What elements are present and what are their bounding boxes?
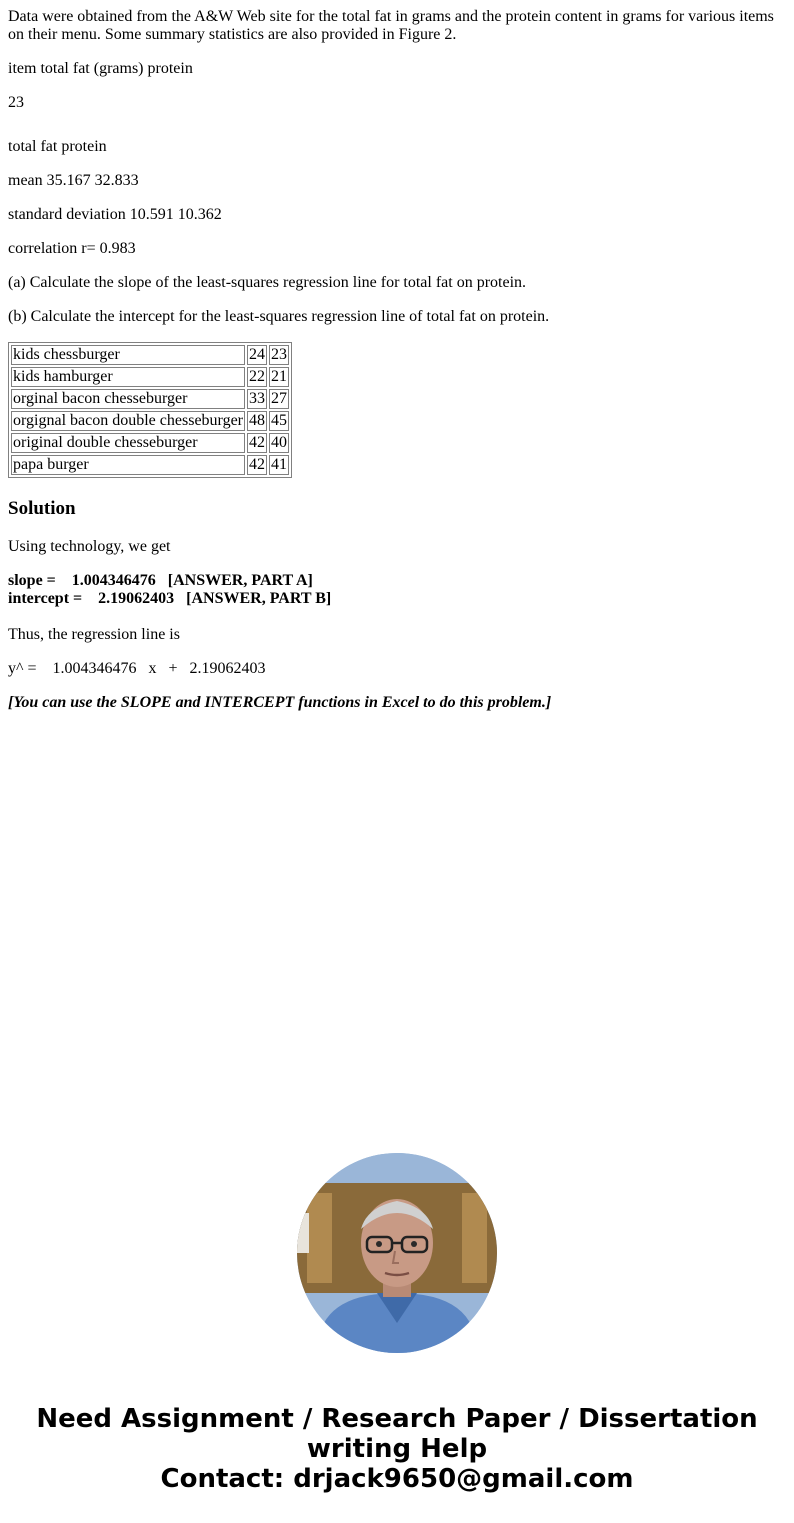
item-cell: orginal bacon chesseburger — [11, 389, 245, 409]
protein-cell: 23 — [271, 346, 288, 363]
intro-paragraph: Data were obtained from the A&W Web site for the total fat in grams and the protein content in grams for various items on their menu. Some summary statistics are also provided in Figure 2. — [8, 8, 774, 43]
fat-cell: 22 — [249, 368, 266, 385]
protein-cell: 40 — [271, 434, 288, 451]
stray-value: 23 — [8, 94, 24, 111]
menu-data-table — [8, 342, 292, 478]
footer-line-1: Need Assignment / Research Paper / Dissertation — [36, 1404, 758, 1434]
protein-cell: 45 — [271, 412, 288, 429]
regression-equation: y^ = 1.004346476 x + 2.19062403 — [8, 660, 266, 677]
summary-header: total fat protein — [8, 138, 107, 155]
item-cell: papa burger — [11, 455, 245, 475]
table-row — [11, 345, 289, 365]
fat-cell: 24 — [249, 346, 266, 363]
footer-line-2: writing Help — [306, 1434, 488, 1464]
slope-tag: [ANSWER, PART A] — [167, 572, 313, 589]
intercept-tag: [ANSWER, PART B] — [186, 590, 332, 607]
question-a: (a) Calculate the slope of the least-squares regression line for total fat on protein. — [8, 274, 527, 291]
fat-cell: 42 — [249, 434, 266, 451]
slope-value: 1.004346476 — [71, 572, 156, 589]
item-cell: kids chessburger — [11, 345, 245, 365]
solution-heading: Solution — [8, 498, 76, 519]
protein-cell: 41 — [271, 456, 288, 473]
footer-contact-line: Contact: drjack9650@gmail.com — [160, 1464, 634, 1494]
fat-cell: 33 — [249, 390, 266, 407]
slope-label: slope = — [8, 572, 56, 589]
protein-cell: 27 — [271, 390, 288, 407]
author-avatar — [297, 1153, 497, 1353]
table-header-line: item total fat (grams) protein — [8, 60, 193, 77]
item-cell: original double chesseburger — [11, 433, 245, 453]
item-cell: kids hamburger — [11, 367, 245, 387]
table-row — [11, 433, 289, 453]
protein-cell: 21 — [271, 368, 288, 385]
intercept-label: intercept = — [8, 590, 83, 607]
author-portrait-image — [297, 1153, 497, 1353]
table-row — [11, 389, 289, 409]
fat-cell: 42 — [249, 456, 266, 473]
table-row — [11, 455, 289, 475]
item-cell: orgignal bacon double chesseburger — [13, 412, 244, 429]
intercept-value: 2.19062403 — [98, 590, 175, 607]
intercept-line — [8, 590, 786, 608]
slope-line — [8, 572, 786, 590]
fat-cell: 48 — [249, 412, 266, 429]
table-row — [11, 367, 289, 387]
summary-mean: mean 35.167 32.833 — [8, 172, 139, 189]
answer-block — [8, 572, 786, 608]
excel-note: [You can use the SLOPE and INTERCEPT functions in Excel to do this problem.] — [8, 694, 552, 711]
document-body — [0, 0, 794, 712]
solution-intro: Using technology, we get — [8, 538, 171, 555]
summary-std: standard deviation 10.591 10.362 — [8, 206, 222, 223]
table-row — [11, 411, 289, 431]
blank-line — [8, 112, 786, 138]
question-b: (b) Calculate the intercept for the least-squares regression line of total fat on protein. — [8, 308, 550, 325]
regression-line-intro: Thus, the regression line is — [8, 626, 180, 643]
contact-footer — [0, 1404, 794, 1494]
summary-correlation: correlation r= 0.983 — [8, 240, 136, 257]
